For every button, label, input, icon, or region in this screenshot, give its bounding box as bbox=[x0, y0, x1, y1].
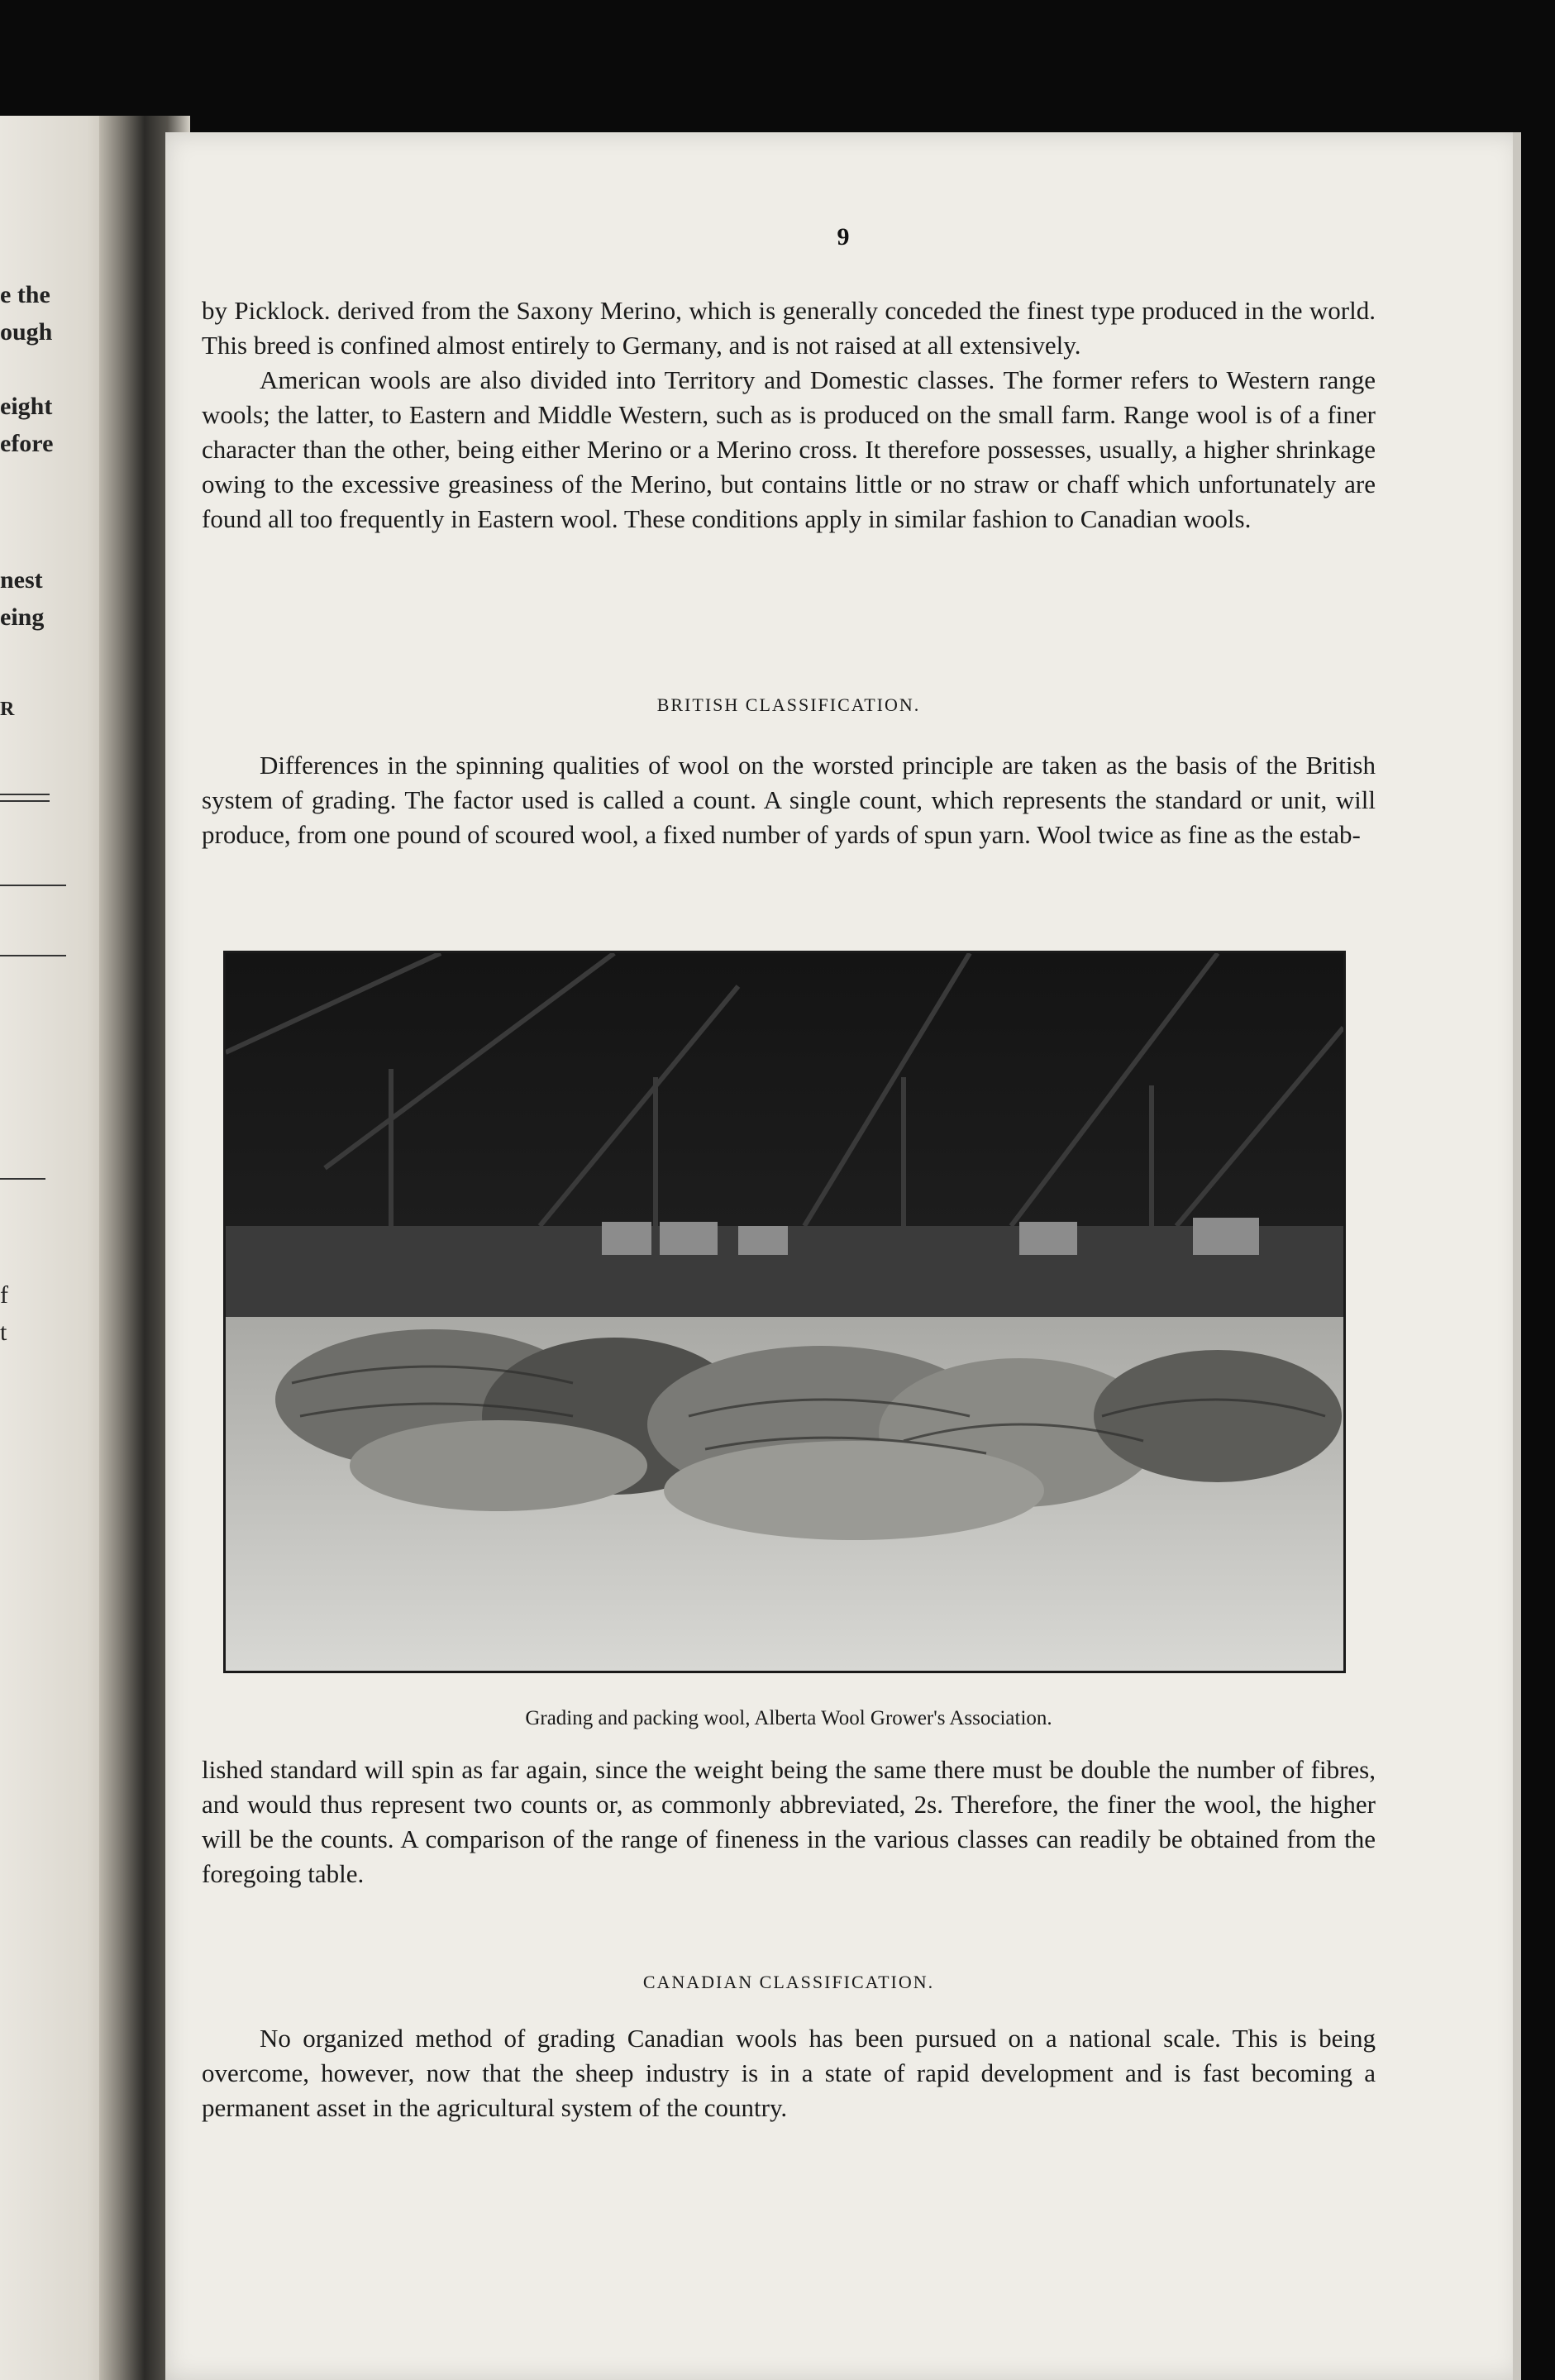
body-text-british bbox=[202, 748, 1376, 852]
left-page-rule bbox=[0, 1178, 45, 1180]
page-edge-shadow bbox=[1513, 132, 1521, 2380]
paragraph: American wools are also divided into Territory and Domestic classes. The former refers to Western range wools; the latter, to Eastern and Middle Western, such as is produced on the small farm. Range wool is of a finer character than the other, being either Merino or a Merino cross. It therefore possesses, usually, a higher shrinkage owing to the excessive greasiness of the Merino, but contains little or no straw or chaff which unfortunately are found all too frequently in Eastern wool. These conditions apply in similar fashion to Canadian wools. bbox=[202, 365, 1376, 533]
body-text-top bbox=[202, 293, 1376, 537]
left-page-fragment: t bbox=[0, 1319, 7, 1346]
paragraph: by Picklock. derived from the Saxony Merino, which is generally conceded the finest type produced in the world. This breed is confined almost entirely to Germany, and is not raised at all extensively. bbox=[202, 296, 1376, 360]
left-page-rule bbox=[0, 800, 50, 802]
paragraph: No organized method of grading Canadian wools has been pursued on a national scale. This is being overcome, however, now that the sheep industry is in a state of rapid development and is fast becoming a permanent asset in the agricultural system of the country. bbox=[202, 2024, 1376, 2122]
left-page-fragment: eight bbox=[0, 393, 53, 420]
left-page-fragment: e the bbox=[0, 281, 50, 308]
left-page-fragment: f bbox=[0, 1281, 8, 1309]
paragraph: Differences in the spinning qualities of wool on the worsted principle are taken as the basis of the British system of grading. The factor used is called a count. A single count, which represents the standard or unit, will produce, from one pound of scoured wool, a fixed number of yards of spun yarn. Wool twice as fine as the estab- bbox=[202, 751, 1376, 849]
photograph-grading-wool bbox=[223, 951, 1346, 1673]
body-text-canadian bbox=[202, 2021, 1376, 2125]
section-heading-british: BRITISH CLASSIFICATION. bbox=[656, 694, 921, 715]
left-page-fragment: nest bbox=[0, 566, 43, 594]
photo-illustration bbox=[226, 953, 1343, 1671]
paragraph: lished standard will spin as far again, since the weight being the same there must be double the number of fibres, and would thus represent two counts or, as commonly abbreviated, 2s. Therefore, the finer the wool, the higher will be the counts. A comparison of the range of fineness in the various classes can readily be obtained from the foregoing table. bbox=[202, 1755, 1376, 1888]
left-page-fragment: efore bbox=[0, 430, 54, 457]
left-page-fragment: R bbox=[0, 699, 15, 720]
left-page-rule bbox=[0, 885, 66, 886]
left-page-rule bbox=[0, 955, 66, 956]
book-page bbox=[165, 132, 1521, 2380]
photo-caption: Grading and packing wool, Alberta Wool Grower's Association. bbox=[525, 1707, 1052, 1729]
page-number: 9 bbox=[837, 223, 850, 250]
section-heading-canadian: CANADIAN CLASSIFICATION. bbox=[642, 1972, 935, 1992]
left-page-fragment: eing bbox=[0, 603, 45, 631]
body-text-continued bbox=[202, 1753, 1376, 1891]
left-page-rule bbox=[0, 794, 50, 795]
left-page-fragment: ough bbox=[0, 318, 53, 346]
